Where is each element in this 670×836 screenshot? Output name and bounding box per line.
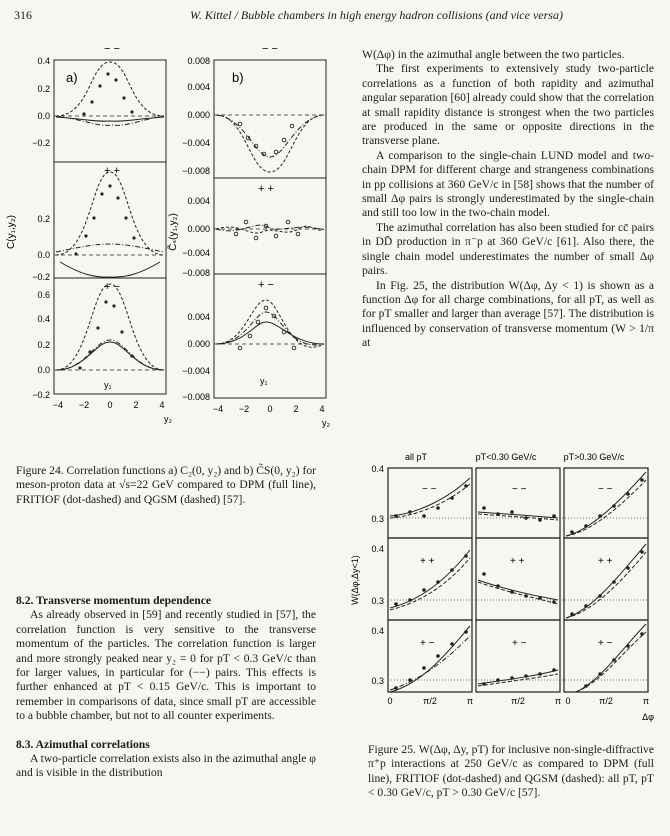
x-tick-label: 4 (159, 400, 165, 410)
tick-label: −0.008 (182, 166, 210, 176)
qgsm-curve (216, 300, 324, 347)
y1-marker: y₁ (104, 380, 112, 390)
y-axis-label-b: C̃ₛ(y₁,y₂) (168, 213, 179, 251)
right-column-text (362, 48, 654, 351)
left-column-text (16, 594, 316, 781)
tick-label: −0.004 (182, 138, 210, 148)
x-tick-label: π (554, 696, 562, 706)
figure-24 (0, 22, 340, 462)
tick-label: −0.004 (182, 248, 210, 258)
charge-label: + − (104, 281, 120, 293)
tick-label: 0.2 (37, 214, 50, 224)
x-tick-label: π/2 (423, 696, 437, 706)
row-label: + − (420, 638, 435, 649)
panel-a-mid-frame (54, 162, 166, 278)
x-axis-label: Δφ (642, 712, 654, 722)
x-tick-label: 0 (267, 404, 273, 414)
tick-label: −0.2 (32, 272, 50, 282)
fritiof-curve (56, 244, 164, 252)
x-axis-label: y₂ (322, 418, 330, 428)
y-tick-label: 0.3 (371, 514, 384, 524)
tick-label: −0.008 (182, 268, 210, 278)
dpm-curve (56, 342, 164, 370)
grid-cell (564, 538, 648, 620)
qgsm-curve (216, 115, 324, 172)
y-tick-label: 0.4 (371, 544, 384, 554)
row-label: + − (598, 638, 613, 649)
tick-label: 0.004 (187, 312, 210, 322)
row-label: − − (598, 484, 613, 495)
y-tick-label: 0.3 (371, 676, 384, 686)
tick-label: −0.2 (32, 138, 50, 148)
paragraph: In Fig. 25, the distribution W(Δφ, Δy < 1) is shown as a function Δφ for all charge combinations, for all pT, as well as for pT smaller and larger than average [57]. The distribution is influenced by conservation of transverse momentum (W > 1/π at (362, 278, 654, 350)
y1-marker: y₁ (260, 376, 268, 386)
fritiof-curve (216, 115, 324, 157)
section-title: 8.3. Azimuthal correlations (16, 737, 150, 751)
y-axis-label-a: C(y₁,y₂) (6, 215, 17, 249)
tick-label: 0.0 (37, 365, 50, 375)
x-tick-label: π/2 (599, 696, 613, 706)
tick-label: 0.6 (37, 290, 50, 300)
tick-label: 0.4 (37, 314, 50, 324)
column-header: all pT (404, 452, 428, 462)
x-tick-label: 4 (319, 404, 325, 414)
y-tick-label: 0.3 (371, 596, 384, 606)
row-label: + + (510, 556, 525, 567)
tick-label: 0.0 (37, 111, 50, 121)
x-tick-label: π (642, 696, 650, 706)
tick-label: 0.000 (187, 224, 210, 234)
tick-label: 0.008 (187, 56, 210, 66)
x-axis-label: y₂ (164, 414, 172, 424)
figure-25-caption: Figure 25. W(Δφ, Δy, pT) for inclusive non-single-diffractive π⁺p interactions at 250 GeV/c as compared to DPM (full line), FRITIOF (dot-dashed) and QGSM (dashed): all pT, pT < 0.30 GeV/c, pT > 0.30 GeV/c [57]. (368, 743, 654, 800)
running-title: W. Kittel / Bubble chambers in high energy hadron collisions (and vice versa) (190, 8, 563, 22)
x-tick-label: 0 (387, 696, 393, 706)
grid-cell (388, 538, 472, 620)
tick-label: 0.0 (37, 250, 50, 260)
row-label: + + (420, 556, 435, 567)
panel-a-label: a) (66, 70, 78, 85)
x-tick-label: π/2 (511, 696, 525, 706)
x-tick-label: 2 (133, 400, 139, 410)
column-header: pT>0.30 GeV/c (563, 452, 625, 462)
x-tick-label: 0 (565, 696, 571, 706)
charge-label: − − (262, 43, 278, 55)
charge-label: + − (258, 279, 274, 291)
tick-label: 0.4 (37, 56, 50, 66)
fritiof-curve (56, 340, 164, 370)
charge-label: + + (104, 165, 120, 177)
x-tick-label: π (466, 696, 474, 706)
x-tick-label: −2 (78, 400, 90, 410)
fritiof-curve (216, 312, 324, 345)
dpm-curve (216, 322, 324, 344)
figure-25 (336, 440, 670, 740)
grid-cell (564, 468, 648, 538)
x-tick-label: 0 (107, 400, 113, 410)
y-axis-label: W(Δφ,Δy<1) (350, 555, 360, 605)
grid-cell (476, 620, 560, 692)
x-tick-label: −4 (52, 400, 64, 410)
tick-label: 0.000 (187, 110, 210, 120)
tick-label: 0.004 (187, 196, 210, 206)
grid-cell (388, 468, 472, 538)
paragraph: The first experiments to extensively study two-particle correlations as a function of both rapidity and azimuthal angular separation [60] already could show that the correlation at small rapidity distance is strongest when the two particles are produced in the same or opposite directions in the transverse plane. (362, 62, 654, 148)
paragraph: W(Δφ) in the azimuthal angle between the two particles. (362, 48, 625, 61)
grid-cell (388, 620, 472, 692)
tick-label: 0.2 (37, 340, 50, 350)
x-tick-label: −2 (238, 404, 250, 414)
panel-b-top-frame (214, 60, 326, 178)
page-number: 316 (14, 8, 32, 22)
row-label: − − (512, 484, 527, 495)
tick-label: 0.004 (187, 82, 210, 92)
y-tick-label: 0.4 (371, 626, 384, 636)
qgsm-curve (56, 284, 164, 370)
tick-label: −0.2 (32, 390, 50, 400)
charge-label: − − (104, 43, 120, 55)
paragraph: A two-particle correlation exists also in the azimuthal angle φ and is visible in the distribution (16, 752, 316, 780)
grid-cell (564, 620, 648, 692)
charge-label: + + (258, 183, 274, 195)
panel-b-label: b) (232, 70, 244, 85)
x-tick-label: 2 (293, 404, 299, 414)
tick-label: −0.004 (182, 366, 210, 376)
panel-a-bot-frame (54, 278, 166, 394)
row-label: + + (598, 556, 613, 567)
tick-label: −0.008 (182, 392, 210, 402)
x-tick-label: −4 (212, 404, 224, 414)
tick-label: 0.000 (187, 339, 210, 349)
row-label: − − (422, 484, 437, 495)
y-tick-label: 0.4 (371, 464, 384, 474)
column-header: pT<0.30 GeV/c (475, 452, 537, 462)
figure-24-caption: Figure 24. Correlation functions a) C₂(0, y₂) and b) C̃S(0, y₂) for meson-proton data at √s=22 GeV compared to DPM (full line), FRITIOF (dot-dashed) and QGSM (dashed) [57]. (16, 464, 316, 506)
paragraph: As already observed in [59] and recently studied in [57], the correlation function is very sensitive to the transverse momentum of the particles. The correlation function is larger and more strongly peaked near y₂ = 0 for pT < 0.3 GeV/c than for larger values, in particular for (−−) pairs. This effects is further enhanced at pT < 0.15 GeV/c. This is important to remember in comparisons of data, since small pT are accessible to a bubble chamber, but not to all counter experiments. (16, 608, 316, 723)
row-label: + − (512, 638, 527, 649)
tick-label: 0.2 (37, 84, 50, 94)
dpm-curve (60, 262, 160, 277)
grid-cell (476, 468, 560, 538)
paragraph: A comparison to the single-chain LUND model and two-chain DPM for different charge and strangeness combinations in pp collisions at 360 GeV/c in [58] shows that the number of small Δφ pairs is strongly underestimated by the single-chain and still too low in the two-chain model. (362, 148, 654, 220)
section-title: 8.2. Transverse momentum dependence (16, 594, 212, 607)
panel-b-bot-frame (214, 274, 326, 398)
grid-cell (476, 538, 560, 620)
paragraph: The azimuthal correlation has also been studied for cc̄ pairs in DD̄ production in π⁻p at 360 GeV/c [61]. Also there, the single chain model underestimates the number of small Δφ pairs. (362, 220, 654, 278)
